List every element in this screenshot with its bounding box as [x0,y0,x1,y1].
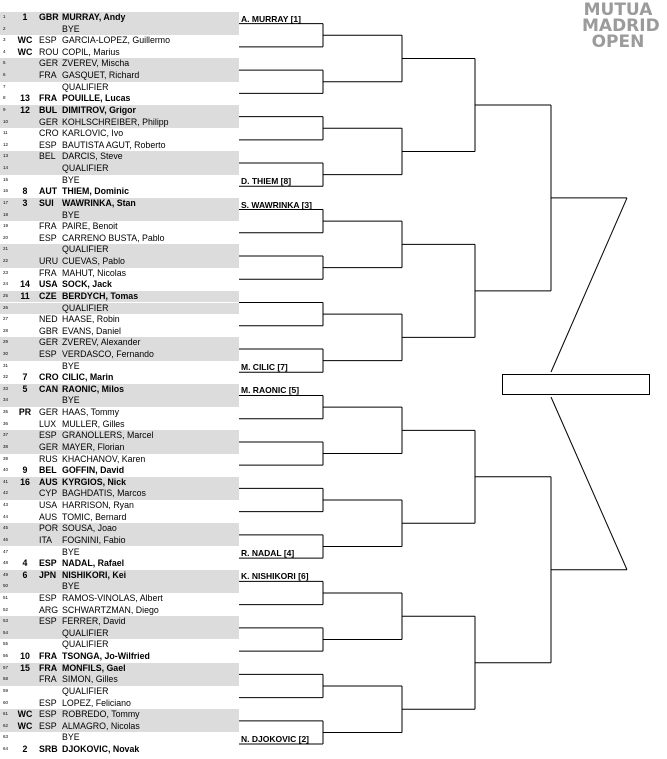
player-name: POUILLE, Lucas [62,93,131,104]
draw-line-38 [0,442,239,454]
seed-label: 7 [22,372,28,383]
draw-line-3 [0,35,239,47]
draw-position: 60 [3,699,9,705]
draw-position: 21 [3,246,9,252]
draw-line-29 [0,337,239,349]
player-name: KARLOVIC, Ivo [62,128,124,139]
draw-line-9 [0,105,239,117]
draw-line-17 [0,198,239,210]
player-name: KYRGIOS, Nick [62,476,127,487]
draw-line-62 [0,721,239,733]
draw-position: 59 [3,687,9,693]
draw-position: 44 [3,513,9,519]
country-code: CYP [39,488,58,499]
draw-position: 63 [3,734,9,740]
player-name: BERDYCH, Tomas [62,290,139,301]
country-code: FRA [39,651,58,662]
player-name: TOMIC, Bernard [62,511,127,522]
draw-line-23 [0,268,239,280]
country-code: CRO [39,372,59,383]
country-code: JPN [39,569,57,580]
player-name: BAUTISTA AGUT, Roberto [62,139,166,150]
country-code: AUS [39,511,58,522]
draw-position: 29 [3,339,9,345]
final-diagonal-top [551,198,627,372]
draw-position: 14 [3,165,9,171]
country-code: USA [39,279,58,290]
draw-position: 12 [3,141,9,147]
player-name: QUALIFIER [62,81,109,92]
draw-line-8 [0,93,239,105]
draw-line-28 [0,326,239,338]
player-name: MAYER, Florian [62,441,125,452]
draw-position: 8 [3,95,6,101]
draw-line-52 [0,605,239,617]
draw-line-40 [0,465,239,477]
champion-box [502,374,650,395]
draw-position: 40 [3,467,9,473]
seed-label: 8 [22,186,28,197]
country-code: FRA [39,221,57,232]
player-name: VERDASCO, Fernando [62,348,154,359]
draw-line-12 [0,140,239,152]
player-name: MURRAY, Andy [62,12,126,22]
draw-line-55 [0,639,239,651]
country-code: AUS [39,476,58,487]
player-name: BYE [62,174,80,185]
draw-position: 43 [3,502,9,508]
player-name: DJOKOVIC, Novak [62,744,140,755]
player-name: QUALIFIER [62,685,109,696]
player-name: GARCIA-LOPEZ, Guillermo [62,35,171,46]
country-code: ESP [39,430,57,441]
draw-line-37 [0,430,239,442]
draw-position: 62 [3,722,9,728]
draw-position: 18 [3,211,9,217]
draw-line-35 [0,407,239,419]
tournament-logo [582,0,660,52]
seed-label: 11 [20,290,30,301]
draw-position: 2 [3,25,6,31]
country-code: ESP [39,593,57,603]
player-name: DARCIS, Steve [62,151,123,162]
draw-position: 49 [3,571,9,577]
draw-line-56 [0,651,239,663]
draw-line-50 [0,581,239,593]
player-name: CUEVAS, Pablo [62,256,125,267]
player-name: QUALIFIER [62,627,109,638]
country-code: ESP [39,35,57,46]
draw-position: 4 [3,48,6,54]
country-code: ESP [39,720,57,731]
draw-line-27 [0,314,239,326]
country-code: CAN [39,383,59,394]
draw-line-36 [0,419,239,431]
draw-line-7 [0,82,239,94]
draw-position: 3 [3,37,6,43]
country-code: NED [39,314,58,325]
draw-position: 45 [3,525,9,531]
player-name: MULLER, Gilles [62,418,125,429]
draw-line-53 [0,616,239,628]
draw-line-22 [0,256,239,268]
seed-label: 14 [20,279,30,290]
second-round-entry: A. MURRAY [1] [241,13,301,24]
logo-line-3: OPEN [591,32,645,52]
player-name: ZVEREV, Mischa [62,58,130,69]
draw-position: 46 [3,536,9,542]
player-name: TSONGA, Jo-Wilfried [62,651,150,662]
country-code: ESP [39,348,57,359]
country-code: GER [39,337,59,348]
player-name: QUALIFIER [62,639,109,650]
draw-line-42 [0,488,239,500]
draw-position: 33 [3,385,9,391]
country-code: CZE [39,290,57,301]
player-name: RAMOS-VINOLAS, Albert [62,593,163,603]
seed-label: 3 [22,197,28,208]
player-name: BYE [62,581,80,592]
draw-line-32 [0,372,239,384]
second-round-entry: M. RAONIC [5] [241,385,300,396]
player-name: BAGHDATIS, Marcos [62,488,146,499]
draw-line-21 [0,244,239,256]
seed-label: WC [17,35,33,46]
draw-position: 52 [3,606,9,612]
draw-line-33 [0,384,239,396]
draw-position: 20 [3,234,9,240]
seed-label: 4 [22,558,28,569]
draw-position: 25 [3,292,9,298]
country-code: ESP [39,616,57,627]
country-code: GBR [39,12,59,22]
draw-position: 16 [3,188,9,194]
country-code: FRA [39,93,58,104]
draw-position: 5 [3,60,6,66]
country-code: SUI [39,197,54,208]
draw-position: 22 [3,258,9,264]
draw-position: 28 [3,327,9,333]
country-code: FRA [39,662,58,673]
player-name: BYE [62,23,80,34]
draw-position: 31 [3,362,9,368]
country-code: GER [39,116,59,127]
draw-position: 42 [3,490,9,496]
seed-label: 10 [20,651,30,662]
draw-position: 35 [3,409,9,415]
draw-position: 32 [3,374,9,380]
draw-line-39 [0,454,239,466]
draw-position: 37 [3,432,9,438]
draw-position: 56 [3,653,9,659]
country-code: SRB [39,744,58,755]
player-name: EVANS, Daniel [62,325,121,336]
player-name: WAWRINKA, Stan [62,197,136,208]
draw-position: 1 [3,14,6,19]
draw-line-1 [0,12,239,24]
logo-line-2: MADRID [582,16,660,36]
draw-line-45 [0,523,239,535]
draw-line-4 [0,47,239,59]
draw-line-25 [0,291,239,303]
seed-label: 5 [22,383,28,394]
draw-line-63 [0,732,239,744]
draw-line-26 [0,303,239,315]
draw-line-2 [0,24,239,36]
draw-position: 57 [3,664,9,670]
draw-position: 41 [3,478,9,484]
draw-line-47 [0,547,239,559]
player-name: PAIRE, Benoit [62,221,118,232]
draw-line-11 [0,128,239,140]
player-name: LOPEZ, Feliciano [62,697,131,708]
seed-label: 2 [22,744,28,755]
player-name: KHACHANOV, Karen [62,453,146,464]
player-name: FERRER, David [62,616,126,627]
draw-position: 58 [3,676,9,682]
player-name: ZVEREV, Alexander [62,337,141,348]
country-code: BUL [39,104,58,115]
player-name: ROBREDO, Tommy [62,709,140,720]
draw-position: 61 [3,711,9,717]
player-name: RAONIC, Milos [62,383,125,394]
player-name: GOFFIN, David [62,465,125,476]
draw-line-57 [0,663,239,675]
player-name: CILIC, Marin [62,372,114,383]
country-code: ROU [39,46,59,57]
country-code: RUS [39,453,58,464]
player-name: HAAS, Tommy [62,407,120,418]
player-name: BYE [62,732,80,743]
player-name: MAHUT, Nicolas [62,267,127,278]
draw-position: 34 [3,397,9,403]
seed-label: 15 [20,662,30,673]
draw-position: 39 [3,455,9,461]
country-code: ESP [39,558,57,569]
draw-line-30 [0,349,239,361]
country-code: USA [39,500,58,511]
country-code: ESP [39,697,57,708]
second-round-entry: S. WAWRINKA [3] [241,199,312,210]
draw-position: 26 [3,304,9,310]
draw-position: 19 [3,223,9,229]
player-name: BYE [62,209,80,220]
player-name: THIEM, Dominic [62,186,129,197]
draw-position: 17 [3,199,9,205]
draw-line-60 [0,698,239,710]
country-code: GER [39,58,59,69]
player-name: BYE [62,546,80,557]
seed-label: 1 [22,12,28,22]
draw-position: 64 [3,746,9,752]
draw-position: 36 [3,420,9,426]
draw-line-13 [0,151,239,163]
draw-position: 9 [3,106,6,112]
country-code: BEL [39,465,57,476]
country-code: LUX [39,418,57,429]
draw-line-48 [0,558,239,570]
draw-position: 27 [3,316,9,322]
player-name: NADAL, Rafael [62,558,125,569]
draw-line-10 [0,117,239,129]
draw-line-49 [0,570,239,582]
draw-line-14 [0,163,239,175]
country-code: CRO [39,128,59,139]
draw-position: 51 [3,595,9,600]
draw-position: 11 [3,130,8,136]
country-code: GER [39,441,59,452]
draw-line-64 [0,744,239,756]
draw-line-15 [0,175,239,187]
country-code: ESP [39,709,57,720]
draw-line-16 [0,186,239,198]
country-code: ITA [39,534,53,545]
draw-line-61 [0,709,239,721]
player-name: FOGNINI, Fabio [62,534,126,545]
draw-position: 6 [3,72,6,78]
country-code: BEL [39,151,56,162]
second-round-entry: M. CILIC [7] [241,362,288,373]
draw-position: 54 [3,629,9,635]
draw-position: 15 [3,176,9,182]
seed-label: 13 [20,93,30,104]
player-name: HAASE, Robin [62,314,120,325]
player-name: QUALIFIER [62,163,109,174]
country-code: POR [39,523,59,534]
second-round-entry: N. DJOKOVIC [2] [241,734,310,745]
draw-position: 50 [3,583,9,589]
draw-line-58 [0,674,239,686]
player-name: SOCK, Jack [62,279,112,290]
draw-position: 7 [3,83,6,89]
draw-position: 38 [3,443,9,449]
country-code: URU [39,256,59,267]
draw-line-18 [0,210,239,222]
player-name: NISHIKORI, Kei [62,569,127,580]
draw-line-5 [0,58,239,70]
draw-line-44 [0,512,239,524]
country-code: FRA [39,267,57,278]
country-code: FRA [39,70,57,81]
seed-label: WC [17,46,33,57]
draw-position: 47 [3,548,9,554]
player-name: CARRENO BUSTA, Pablo [62,232,165,243]
country-code: ESP [39,139,57,150]
draw-position: 53 [3,618,9,624]
draw-position: 24 [3,281,9,287]
draw-line-24 [0,279,239,291]
draw-line-34 [0,395,239,407]
draw-line-19 [0,221,239,233]
player-name: SIMON, Gilles [62,674,118,685]
country-code: ESP [39,232,57,243]
draw-position: 55 [3,641,9,647]
draw-line-46 [0,535,239,547]
draw-line-51 [0,593,239,605]
draw-line-43 [0,500,239,512]
player-name: ALMAGRO, Nicolas [62,720,140,731]
draw-position: 23 [3,269,9,275]
player-name: SCHWARTZMAN, Diego [62,604,159,615]
seed-label: PR [18,407,32,418]
player-name: KOHLSCHREIBER, Philipp [62,116,169,127]
second-round-entry: K. NISHIKORI [6] [241,571,309,582]
country-code: FRA [39,674,57,685]
player-name: BYE [62,395,80,406]
country-code: AUT [39,186,58,197]
draw-line-31 [0,361,239,373]
seed-label: WC [17,720,33,731]
draw-line-54 [0,628,239,640]
player-name: HARRISON, Ryan [62,500,134,511]
final-diagonal-bottom [551,397,627,570]
player-name: DIMITROV, Grigor [62,104,136,115]
draw-line-6 [0,70,239,82]
player-name: BYE [62,360,80,371]
player-name: MONFILS, Gael [62,662,126,673]
country-code: ARG [39,604,59,615]
player-name: COPIL, Marius [62,46,120,57]
second-round-entry: D. THIEM [8] [241,176,292,187]
player-name: QUALIFIER [62,302,109,313]
logo-line-1: MUTUA [583,0,653,20]
seed-label: 12 [20,104,30,115]
player-name: SOUSA, Joao [62,523,117,534]
draw-position: 30 [3,350,9,356]
draw-position: 10 [3,118,9,124]
draw-position: 48 [3,560,9,566]
player-name: GASQUET, Richard [62,70,140,81]
country-code: GER [39,407,59,418]
seed-label: 9 [22,465,28,476]
country-code: GBR [39,325,59,336]
draw-line-59 [0,686,239,698]
seed-label: 16 [20,476,30,487]
draw-line-20 [0,233,239,245]
draw-position: 13 [3,153,9,159]
second-round-entry: R. NADAL [4] [241,548,295,559]
player-name: GRANOLLERS, Marcel [62,430,154,441]
draw-line-41 [0,477,239,489]
player-name: QUALIFIER [62,244,109,255]
seed-label: WC [17,709,33,720]
seed-label: 6 [22,569,28,580]
